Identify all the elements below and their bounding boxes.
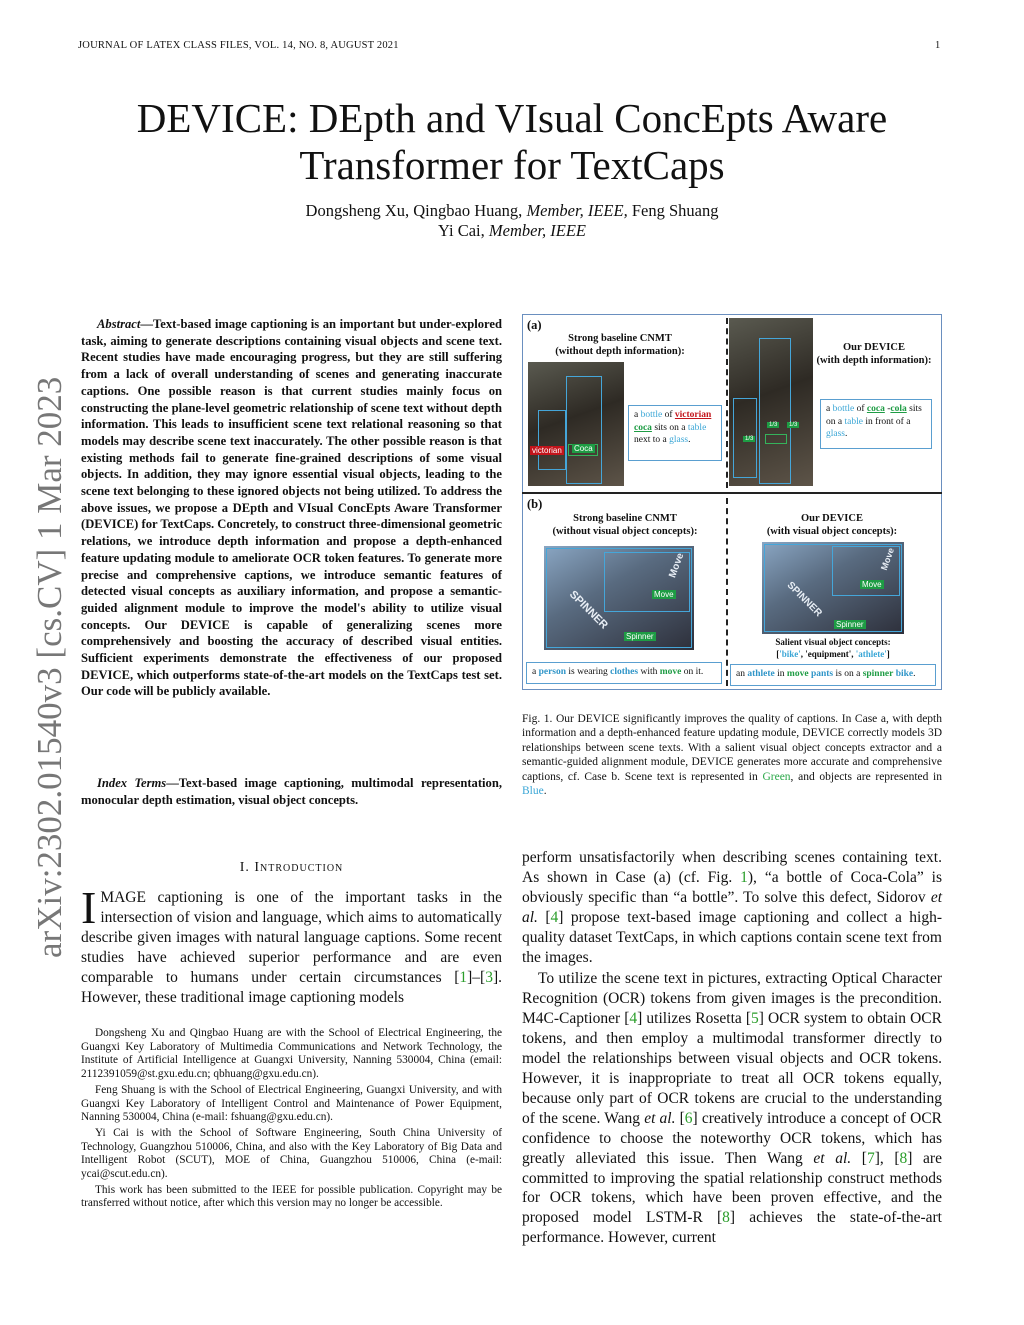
case-b-left-heading xyxy=(530,512,720,538)
caption-ocr: move xyxy=(786,669,809,679)
caption-word: . xyxy=(688,435,691,445)
photo-text: Move xyxy=(667,551,687,580)
caption-word: - xyxy=(884,404,891,414)
running-header: JOURNAL OF LATEX CLASS FILES, VOL. 14, NO. 8, AUGUST 2021 xyxy=(78,40,399,51)
text-run: ] propose text-based image captioning and collect a high-quality dataset TextCaps, in which captions contain scene text from the images. xyxy=(522,908,942,966)
caption-object: athlete xyxy=(747,669,775,679)
case-a-right-heading xyxy=(806,341,942,367)
caption-green-word: Green xyxy=(762,770,791,783)
title-line-1: DEVICE: DEpth and VIsual ConcEpts Aware xyxy=(136,95,888,141)
paper-title xyxy=(100,95,924,189)
caption-word: a xyxy=(634,410,641,420)
case-a-left-caption xyxy=(628,405,722,461)
caption-ocr: coca xyxy=(634,422,652,433)
page-number: 1 xyxy=(935,40,941,51)
ref-link[interactable]: 7 xyxy=(866,1149,875,1167)
authors-member-1: Member, IEEE, xyxy=(526,201,628,220)
index-terms xyxy=(81,775,502,808)
ocr-box xyxy=(765,434,787,444)
authors-names: Dongsheng Xu, Qingbao Huang, xyxy=(305,201,523,220)
heading-line: (with visual object concepts): xyxy=(766,526,898,537)
caption-object: bike xyxy=(895,669,914,679)
figure-divider xyxy=(522,492,942,494)
title-line-2: Transformer for TextCaps xyxy=(299,142,725,188)
caption-word: a xyxy=(826,404,833,414)
paragraph xyxy=(522,969,942,1248)
text-run: ] creatively introduce a concept of OCR confidence to choose the noteworthy OCR tokens, which has greatly alleviated this issue. Then Wang xyxy=(522,1109,942,1167)
depth-tag: 1/3 xyxy=(769,422,778,428)
case-a-left-heading xyxy=(540,332,700,358)
text-run: ] achieves the state-of-the-art performance. However, current xyxy=(522,1209,942,1247)
ocr-tag-move: Move xyxy=(654,590,674,599)
caption-object: table xyxy=(844,416,863,427)
caption-word: of xyxy=(662,410,675,420)
ocr-tag-move: Move xyxy=(862,580,882,589)
intro-text-c: ]. However, these traditional image captioning models xyxy=(81,968,502,1006)
caption-blue-word: Blue xyxy=(522,785,544,798)
caption-word: is wearing xyxy=(566,667,611,677)
photo-text: SPINNER xyxy=(784,579,824,620)
text-run: et al. xyxy=(522,888,942,926)
salient-separator: , xyxy=(800,648,806,659)
salient-concept: 'athlete' xyxy=(855,648,887,659)
caption-object: pants xyxy=(810,669,834,679)
figure-label-a: (a) xyxy=(527,318,542,332)
caption-word: in xyxy=(774,669,787,679)
footnote: Yi Cai is with the School of Software Engineering, South China University of Technology, Guangzhou 510006, China, and also with the Key Laboratory of Big Data and Intelligent Robot (SCUT), MOE of China, Guangzhou 510006, China (e-mail: ycai@scut.edu.cn). xyxy=(81,1126,502,1181)
arxiv-stamp-text: arXiv:2302.01540v3 [cs.CV] 1 Mar 2023 xyxy=(30,376,69,958)
arxiv-stamp xyxy=(30,258,69,958)
caption-object: table xyxy=(687,422,707,433)
caption-object: glass xyxy=(826,429,845,439)
authors-tail: Feng Shuang xyxy=(631,201,719,220)
caption-ocr: coca xyxy=(866,404,885,414)
section-title: Introduction xyxy=(254,860,344,875)
caption-word: sits on a xyxy=(826,404,922,427)
authors-line2-name: Yi Cai, xyxy=(437,221,485,240)
paragraph xyxy=(522,848,942,967)
caption-word: is on a xyxy=(833,669,863,679)
salient-title: Salient visual object concepts: xyxy=(775,637,891,647)
case-a-right-photo xyxy=(729,318,813,486)
text-run: perform unsatisfactorily when describing scenes containing text. As shown in Case (a) (cf. Fig. xyxy=(522,849,942,886)
ocr-tag-coca: Coca xyxy=(574,444,593,453)
text-run: ] are committed to improving the spatial relationship construct methods for OCR tokens, which have been proven effective, and the proposed model LSTM-R [ xyxy=(522,1149,942,1227)
footnote: Dongsheng Xu and Qingbao Huang are with the School of Electrical Engineering, the Guangxi Key Laboratory of Multimedia Communications and Network Technology, the Institute of Artificial Intelligence at Guangxi University, Nanning 530004, China (email: 2112391059@st.gxu.edu.cn; qbhuang@gxu.edu.cn). xyxy=(81,1027,502,1081)
ocr-tag-victorian: victorian xyxy=(532,446,562,455)
text-run: [ xyxy=(851,1149,867,1167)
intro-paragraph xyxy=(81,882,502,1007)
caption-text: , and objects are represented in xyxy=(790,770,942,783)
ocr-tag-spinner: Spinner xyxy=(626,632,654,641)
case-a-right-caption xyxy=(820,399,932,449)
ref-link[interactable]: 4 xyxy=(629,1010,638,1028)
ref-link[interactable]: 8 xyxy=(899,1149,908,1167)
caption-text: Fig. 1. Our DEVICE significantly improves the quality of captions. In Case a, with depth information and a depth-enhanced feature updating module, DEVICE correctly models 3D relationships between scene texts. With a salient visual object concepts extractor and a semantic-guided alignment module, DEVICE generates more accurate and comprehensive captions, cf. Case b. Scene text is represented in xyxy=(522,713,942,783)
case-a-left-photo xyxy=(528,362,624,486)
abstract xyxy=(81,316,502,700)
index-terms-text: —Text-based image captioning, multimodal representation, monocular depth estimation, visual object concepts. xyxy=(81,776,502,807)
ref-link[interactable]: 6 xyxy=(684,1109,693,1127)
depth-tag: 1/3 xyxy=(745,436,754,442)
figure-label-b: (b) xyxy=(527,497,543,511)
case-b-left-photo xyxy=(544,546,694,650)
text-run: et al. xyxy=(813,1149,852,1167)
text-run: ], [ xyxy=(874,1149,900,1167)
heading-line: Our DEVICE xyxy=(843,342,905,353)
caption-word: an xyxy=(736,669,748,679)
caption-word: in front of a xyxy=(862,416,911,427)
salient-concepts xyxy=(746,637,920,660)
text-run: To utilize the scene text in pictures, extracting Optical Character Recognition (OCR) tokens from given images is the precondition. M4C-Captioner [ xyxy=(522,970,942,1028)
abstract-label: Abstract xyxy=(97,317,141,331)
text-run: ] utilizes Rosetta [ xyxy=(637,1010,752,1028)
caption-ocr: cola xyxy=(890,404,907,414)
index-terms-label: Index Terms xyxy=(97,776,167,790)
salient-bracket: [ xyxy=(776,648,780,659)
heading-line: (without visual object concepts): xyxy=(552,526,698,537)
case-b-left-caption xyxy=(526,662,722,684)
text-run: [ xyxy=(537,908,551,926)
text-run: [ xyxy=(675,1109,685,1127)
right-column-text xyxy=(522,848,942,1250)
abstract-text: —Text-based image captioning is an important but under-explored task, aiming to generate descriptions containing visual objects and scene text. Recent studies have made encouraging progress, but they are still suffering from a lack of overall understanding of scenes and generating inaccurate captions. One possible reason is that current studies mainly focus on constructing the plane-level geometric relationship of scene text without depth information. This leads to insufficient scene text relational reasoning so that models may describe scene text inaccurately. The other possible reason is that existing methods fail to generate fine-grained descriptions of some visual objects. In addition, they may ignore essential visual objects, leading to the scene text belonging to these ignored objects not being utilized. To address the above issues, we propose a DEpth and VIsual ConcEpts Aware Transformer (DEVICE) for TextCaps. Concretely, to construct three-dimensional geometric relations, we introduce depth information and propose a depth-enhanced feature updating module to ameliorate OCR token features. To generate more precise and comprehensive captions, we introduce semantic features of detected visual concepts as auxiliary information, and propose a semantic-guided alignment module to improve the model's ability to utilize visual concepts. Our DEVICE is capable of generalizing scenes more comprehensively and boosting the accuracy of described visual entities. Sufficient experiments demonstrate the effectiveness of our proposed DEVICE, which outperforms state-of-the-art models on the TextCaps test set. Our code will be publicly available. xyxy=(81,317,502,699)
caption-object: person xyxy=(538,667,567,677)
text-run: et al. xyxy=(644,1109,676,1127)
caption-object: bottle xyxy=(832,404,855,414)
caption-ocr-wrong: victorian xyxy=(674,410,712,420)
figure-divider xyxy=(726,498,728,686)
caption-ocr: move xyxy=(659,667,682,677)
ref-link[interactable]: 4 xyxy=(550,908,559,926)
caption-ocr: spinner xyxy=(862,669,894,679)
salient-bracket: ] xyxy=(886,648,890,659)
figure-ref-link[interactable]: 1 xyxy=(740,868,748,886)
ref-link[interactable]: 3 xyxy=(485,968,493,986)
heading-line: Strong baseline CNMT xyxy=(568,333,672,344)
salient-concept: 'bike' xyxy=(779,648,801,659)
authors-member-2: Member, IEEE xyxy=(488,221,587,240)
intro-text-a: MAGE captioning is one of the important tasks in the intersection of vision and language, which aims to automatically describe given images with natural language captions. Some recent studies have achieved superior performance and are even comparable to humans under certain circumstances [ xyxy=(81,889,502,986)
caption-object: clothes xyxy=(610,667,639,677)
case-b-right-caption xyxy=(730,664,936,686)
case-b-right-heading xyxy=(742,512,922,538)
caption-word: on it. xyxy=(681,667,704,677)
author-list xyxy=(100,201,924,241)
heading-line: (without depth information): xyxy=(555,346,685,357)
footnotes xyxy=(81,1027,502,1213)
figure-caption xyxy=(522,712,942,798)
photo-text: SPINNER xyxy=(566,588,610,632)
dropcap: I xyxy=(81,882,97,933)
caption-object: bottle xyxy=(640,410,663,420)
depth-tag: 1/3 xyxy=(789,422,798,428)
section-numeral: I. xyxy=(239,860,250,875)
salient-separator: , xyxy=(851,648,856,659)
bottle-box xyxy=(566,376,602,484)
photo-text: Move xyxy=(878,546,897,572)
case-b-right-photo xyxy=(762,542,904,634)
ref-link[interactable]: 5 xyxy=(751,1010,759,1028)
heading-line: Our DEVICE xyxy=(801,513,863,524)
footnote: Feng Shuang is with the School of Electrical Engineering, Guangxi University, and with Guangxi Key Laboratory of Intelligent Control and Maintenance of Power Equipment, Nanning 530004, China (e-mail: fshuang@gxu.edu.cn). xyxy=(81,1083,502,1124)
caption-text: . xyxy=(543,785,547,798)
ocr-tag-spinner: Spinner xyxy=(836,620,864,629)
caption-word: next to a xyxy=(634,435,670,445)
salient-concept: 'equipment' xyxy=(805,648,852,659)
text-run: ), “a bottle of Coca-Cola” is obviously specific than “a bottle”. To solve this defect, Sidorov xyxy=(522,868,942,906)
caption-word: sits on a xyxy=(651,422,688,433)
ref-link[interactable]: 8 xyxy=(722,1209,730,1227)
heading-line: Strong baseline CNMT xyxy=(573,513,677,524)
section-heading xyxy=(81,860,502,876)
figure-divider xyxy=(726,318,728,488)
caption-object: glass xyxy=(669,435,689,445)
ref-link[interactable]: 1 xyxy=(459,968,468,986)
caption-word: of xyxy=(854,404,867,414)
glass-box xyxy=(538,410,566,470)
intro-text-b: ]–[ xyxy=(467,968,486,986)
caption-word: . xyxy=(913,669,916,679)
text-run: ] OCR system to obtain OCR tokens, and then employ a multimodal transformer directly to model the relationships between visual objects and OCR tokens. However, it is inappropriate to treat all OCR tokens equally, because only part of OCR tokens are crucial to the understanding of the scene. Wang xyxy=(522,1010,942,1127)
caption-word: . xyxy=(845,429,848,439)
footnote: This work has been submitted to the IEEE for possible publication. Copyright may be transferred without notice, after which this version may no longer be accessible. xyxy=(81,1183,502,1210)
caption-word: a xyxy=(532,667,539,677)
heading-line: (with depth information): xyxy=(816,355,932,366)
bottle-box xyxy=(759,338,791,484)
caption-word: with xyxy=(638,667,660,677)
